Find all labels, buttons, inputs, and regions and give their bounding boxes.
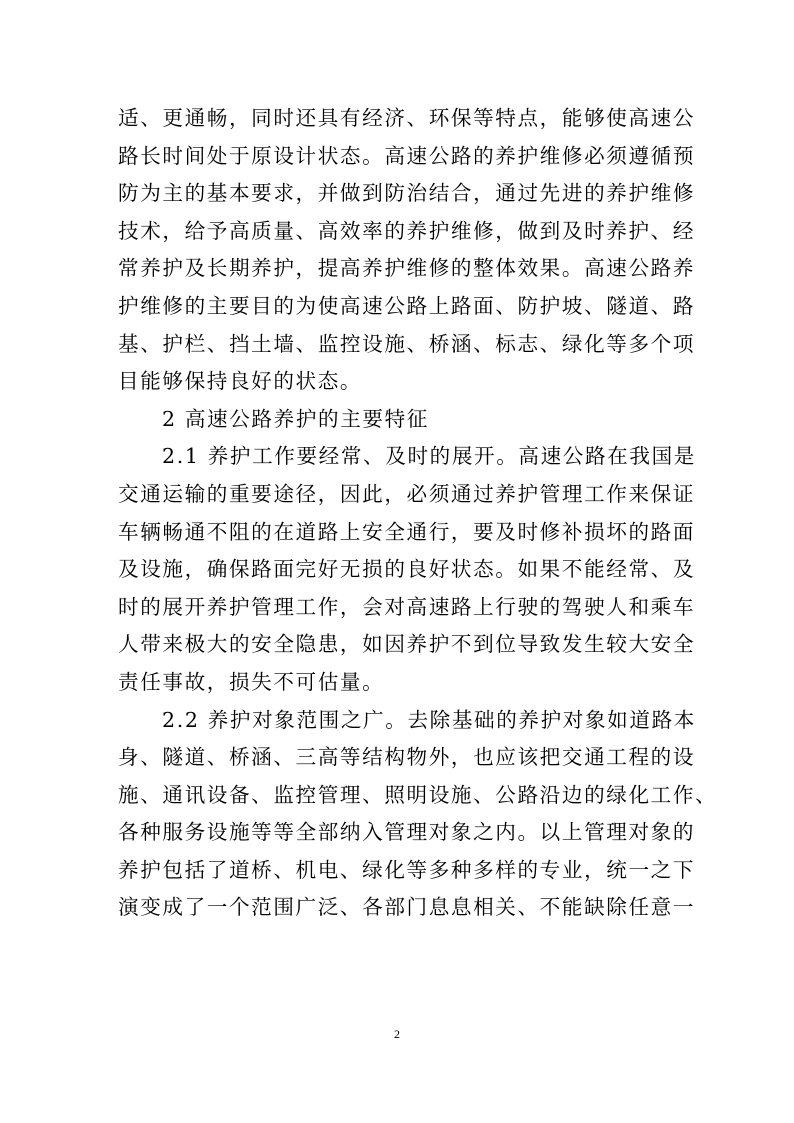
body-text <box>118 100 718 927</box>
text-line: 技术，给予高质量、高效率的养护维修，做到及时养护、经 <box>118 218 696 243</box>
text-line: 基、护栏、挡土墙、监控设施、桥涵、标志、绿化等多个项 <box>118 331 696 356</box>
text-line: 演变成了一个范围广泛、各部门息息相关、不能缺除任意一 <box>118 895 696 920</box>
text-line: 交通运输的重要途径，因此，必须通过养护管理工作来保证 <box>118 481 696 506</box>
text-line: 施、通讯设备、监控管理、照明设施、公路沿边的绿化工作、 <box>118 782 718 807</box>
text-line: 护维修的主要目的为使高速公路上路面、防护坡、隧道、路 <box>118 293 696 318</box>
text-line: 适、更通畅，同时还具有经济、环保等特点，能够使高速公 <box>118 106 696 130</box>
text-line: 时的展开养护管理工作，会对高速路上行驶的驾驶人和乘车 <box>118 594 696 619</box>
text-line: 责任事故，损失不可估量。 <box>118 669 385 694</box>
text-line: 目能够保持良好的状态。 <box>118 369 363 394</box>
text-line: 各种服务设施等等全部纳入管理对象之内。以上管理对象的 <box>118 820 696 845</box>
text-line: 人带来极大的安全隐患，如因养护不到位导致发生较大安全 <box>118 632 696 657</box>
text-line: 路长时间处于原设计状态。高速公路的养护维修必须遵循预 <box>118 143 696 168</box>
text-line: 防为主的基本要求，并做到防治结合，通过先进的养护维修 <box>118 181 696 206</box>
text-line: 常养护及长期养护，提高养护维修的整体效果。高速公路养 <box>118 256 696 281</box>
text-line: 养护包括了道桥、机电、绿化等多种多样的专业，统一之下 <box>118 857 696 882</box>
page-number: 2 <box>394 1027 400 1041</box>
text-line: 及设施，确保路面完好无损的良好状态。如果不能经常、及 <box>118 557 696 582</box>
text-line: 车辆畅通不阻的在道路上安全通行，要及时修补损坏的路面 <box>118 519 696 544</box>
section-heading: 2 高速公路养护的主要特征 <box>162 406 429 431</box>
text-line: 身、隧道、桥涵、三高等结构物外，也应该把交通工程的设 <box>118 745 696 770</box>
subsection-start: 2.1 养护工作要经常、及时的展开。高速公路在我国是 <box>162 444 696 469</box>
subsection-start: 2.2 养护对象范围之广。去除基础的养护对象如道路本 <box>162 707 696 732</box>
